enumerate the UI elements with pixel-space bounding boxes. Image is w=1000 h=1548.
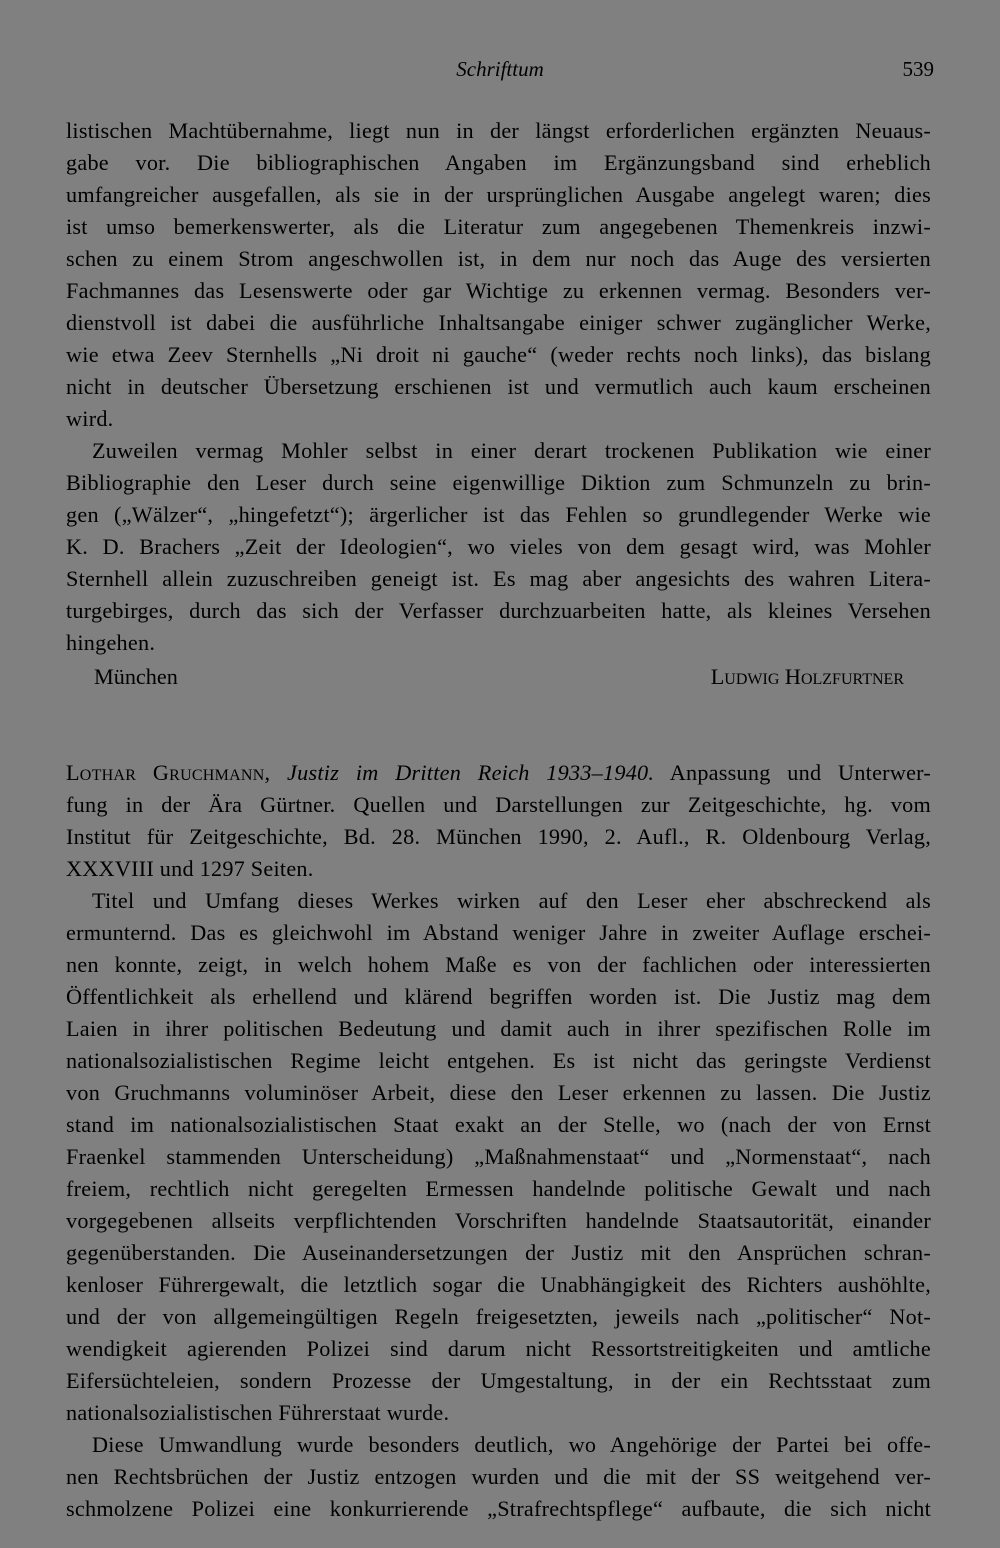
text-line: Laien in ihrer politischen Bedeutung und damit auch in ihrer spezifischen Rolle im bbox=[66, 1016, 931, 1041]
text-line: kenloser Führergewalt, die letztlich sogar die Unabhängigkeit des Richters aushöhlte, bbox=[66, 1272, 931, 1297]
text-line: nen Rechtsbrüchen der Justiz entzogen wurden und die mit der SS weitgehend ver- bbox=[66, 1464, 931, 1489]
text-line: dienstvoll ist dabei die ausführliche Inhaltsangabe einiger schwer zugänglicher Werke, bbox=[66, 310, 931, 335]
text-line: Fachmannes das Lesenswerte oder gar Wichtige zu erkennen vermag. Besonders ver- bbox=[66, 278, 931, 303]
text-line: Fraenkel stammenden Unterscheidung) „Maßnahmenstaat“ und „Normenstaat“, nach bbox=[66, 1144, 931, 1169]
text-line: umfangreicher ausgefallen, als sie in der ursprünglichen Ausgabe angelegt waren; dies bbox=[66, 182, 931, 207]
citation-line: XXXVIII und 1297 Seiten. bbox=[66, 856, 314, 881]
text-line: ermunternd. Das es gleichwohl im Abstand weniger Jahre in zweiter Auflage erschei- bbox=[66, 920, 931, 945]
text-line: nen konnte, zeigt, in welch hohem Maße es von der fachlichen oder interessierten bbox=[66, 952, 931, 977]
text-line: gegenüberstanden. Die Auseinandersetzungen der Justiz mit den Ansprüchen schran- bbox=[66, 1240, 931, 1265]
text-line: listischen Machtübernahme, liegt nun in der längst erforderlichen ergänzten Neuaus- bbox=[66, 118, 931, 143]
text-line: ist umso bemerkenswerter, als die Literatur zum angegebenen Themenkreis inzwi- bbox=[66, 214, 931, 239]
text-line: schmolzene Polizei eine konkurrierende „Strafrechtspflege“ aufbaute, die sich nicht bbox=[66, 1496, 931, 1521]
review-signature bbox=[94, 662, 904, 692]
text-line: nationalsozialistischen Regime leicht entgehen. Es ist nicht das geringste Verdienst bbox=[66, 1048, 931, 1073]
book-subtitle: Anpassung und Unterwer- bbox=[669, 760, 932, 785]
text-line: Öffentlichkeit als erhellend und klärend begriffen worden ist. Die Justiz mag dem bbox=[66, 984, 931, 1009]
text-line: gen („Wälzer“, „hingefetzt“); ärgerlicher ist das Fehlen so grundlegender Werke wie bbox=[66, 502, 931, 527]
text-line: Diese Umwandlung wurde besonders deutlich, wo Angehörige der Partei bei offe- bbox=[92, 1432, 931, 1457]
text-line: wendigkeit agierenden Polizei sind darum nicht Ressortstreitigkeiten und amtliche bbox=[66, 1336, 931, 1361]
text-line: stand im nationalsozialistischen Staat exakt an der Stelle, wo (nach der von Ernst bbox=[66, 1112, 931, 1137]
text-line: wird. bbox=[66, 406, 114, 431]
text-line: schen zu einem Strom angeschwollen ist, in dem nur noch das Auge des versierten bbox=[66, 246, 931, 271]
text-line: freiem, rechtlich nicht geregelten Ermessen handelnde politische Gewalt und nach bbox=[66, 1176, 931, 1201]
text-line: Bibliographie den Leser durch seine eigenwillige Diktion zum Schmunzeln zu brin- bbox=[66, 470, 931, 495]
book-title: Justiz im Dritten Reich 1933–1940. bbox=[287, 760, 655, 785]
text-line: Zuweilen vermag Mohler selbst in einer derart trockenen Publikation wie einer bbox=[92, 438, 931, 463]
text-line: turgebirges, durch das sich der Verfasser durchzuarbeiten hatte, als kleines Versehen bbox=[66, 598, 931, 623]
text-line: gabe vor. Die bibliographischen Angaben im Ergänzungsband sind erheblich bbox=[66, 150, 931, 175]
book-author: Lothar Gruchmann, bbox=[66, 760, 271, 785]
text-line: Titel und Umfang dieses Werkes wirken auf den Leser eher abschreckend als bbox=[92, 888, 931, 913]
text-line: von Gruchmanns voluminöser Arbeit, diese den Leser erkennen zu lassen. Die Justiz bbox=[66, 1080, 931, 1105]
page-number: 539 bbox=[902, 57, 934, 81]
text-line: nationalsozialistischen Führerstaat wurde. bbox=[66, 1400, 450, 1425]
text-line: Eifersüchteleien, sondern Prozesse der Umgestaltung, in der ein Rechtsstaat zum bbox=[66, 1368, 931, 1393]
citation-line bbox=[66, 758, 931, 788]
running-title: Schrifttum bbox=[456, 57, 544, 81]
text-line: wie etwa Zeev Sternhells „Ni droit ni gauche“ (weder rechts noch links), das bislang bbox=[66, 342, 931, 367]
text-line: Sternhell allein zuzuschreiben geneigt ist. Es mag aber angesichts des wahren Litera- bbox=[66, 566, 931, 591]
text-line: hingehen. bbox=[66, 630, 156, 655]
reviewer-name: Ludwig Holzfurtner bbox=[710, 664, 904, 689]
citation-line: Institut für Zeitgeschichte, Bd. 28. München 1990, 2. Aufl., R. Oldenbourg Verlag, bbox=[66, 824, 931, 849]
text-line: nicht in deutscher Übersetzung erschienen ist und vermutlich auch kaum erscheinen bbox=[66, 374, 931, 399]
text-line: K. D. Brachers „Zeit der Ideologien“, wo vieles von dem gesagt wird, was Mohler bbox=[66, 534, 931, 559]
review-place: München bbox=[94, 664, 178, 689]
citation-line: fung in der Ära Gürtner. Quellen und Darstellungen zur Zeitgeschichte, hg. vom bbox=[66, 792, 931, 817]
text-line: und der von allgemeingültigen Regeln freigesetzten, jeweils nach „politischer“ Not- bbox=[66, 1304, 931, 1329]
text-line: vorgegebenen allseits verpflichtenden Vorschriften handelnde Staatsautorität, einander bbox=[66, 1208, 931, 1233]
